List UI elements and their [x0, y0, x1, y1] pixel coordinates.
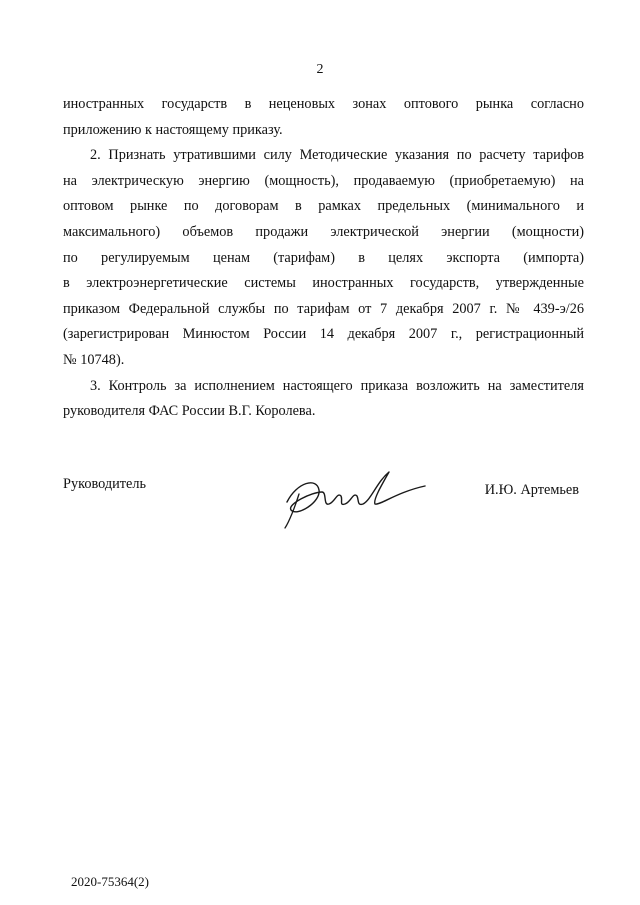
text-line: оптовом рынке по договорам в рамках предельных (минимального и — [63, 198, 584, 215]
text-line: приказом Федеральной службы по тарифам от 7 декабря 2007 г. № 439-э/26 — [63, 300, 584, 317]
text-line: руководителя ФАС России В.Г. Королева. — [63, 403, 316, 420]
handwritten-signature — [277, 462, 427, 532]
text-line: (зарегистрирован Минюстом России 14 декабря 2007 г., регистрационный — [63, 326, 584, 343]
text-line: 2. Признать утратившими силу Методические указания по расчету тарифов — [90, 147, 584, 164]
signature-block — [63, 470, 584, 540]
page-number: 2 — [316, 62, 324, 77]
text-line: иностранных государств в неценовых зонах оптового рынка согласно — [63, 96, 584, 112]
text-line: максимального) объемов продажи электрической энергии (мощности) — [63, 223, 584, 240]
text-line: приложению к настоящему приказу. — [63, 121, 283, 138]
text-line: по регулируемым ценам (тарифам) в целях экспорта (импорта) — [63, 249, 584, 266]
text-line: 3. Контроль за исполнением настоящего приказа возложить на заместителя — [90, 377, 584, 394]
signer-name: И.Ю. Артемьев — [484, 482, 579, 498]
document-code: 2020-75364(2) — [71, 874, 149, 889]
text-line: на электрическую энергию (мощность), продаваемую (приобретаемую) на — [63, 172, 584, 189]
signer-title: Руководитель — [63, 476, 147, 492]
text-line: в электроэнергетические системы иностранных государств, утвержденные — [63, 275, 584, 292]
document-body — [63, 92, 584, 425]
text-line: № 10748). — [63, 351, 125, 368]
